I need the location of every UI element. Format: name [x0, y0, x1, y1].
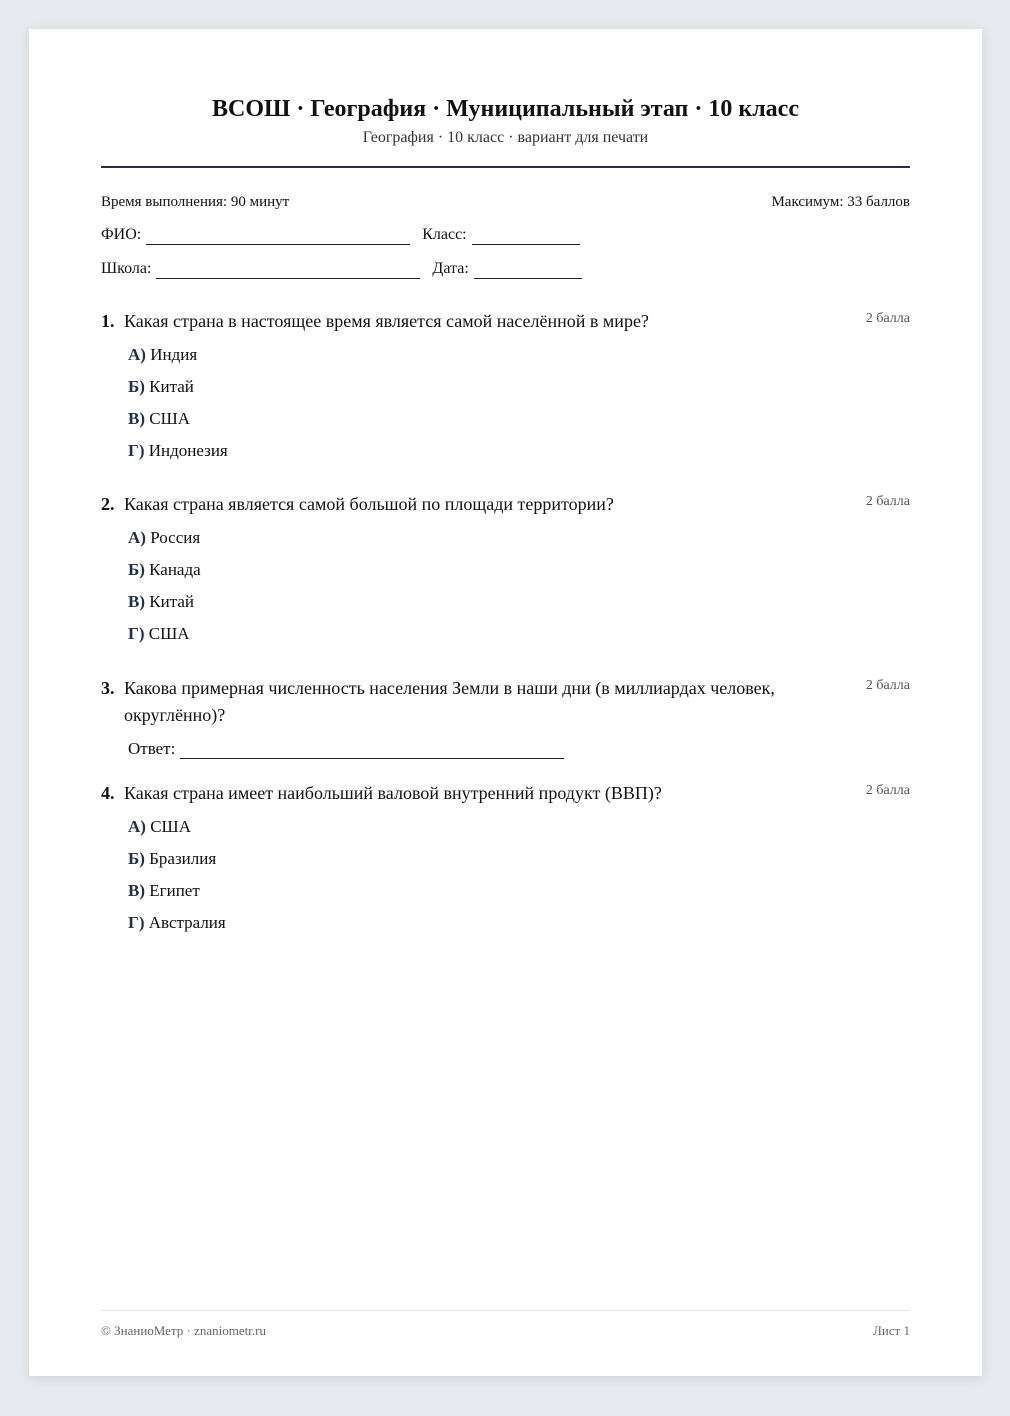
- date-field[interactable]: [474, 264, 582, 279]
- sheet-header: [101, 93, 910, 149]
- answer-row: [101, 739, 910, 759]
- option-letter: Г): [128, 624, 145, 643]
- option-a[interactable]: [128, 817, 910, 849]
- question-prompt: Какова примерная численность населения Земли в наши дни (в миллиардах человек, округлённо)?: [124, 678, 775, 725]
- option-letter: В): [128, 592, 145, 611]
- student-fields-row-2: [101, 259, 594, 279]
- question-prompt: Какая страна в настоящее время является самой населённой в мире?: [124, 311, 649, 331]
- option-text: Китай: [149, 377, 194, 396]
- option-b[interactable]: [128, 560, 910, 592]
- option-text: США: [148, 624, 190, 643]
- option-letter: Г): [128, 441, 145, 460]
- option-text: США: [149, 409, 191, 428]
- question-number: 2.: [101, 494, 115, 514]
- question-1: [101, 308, 910, 473]
- option-text: Канада: [149, 560, 201, 579]
- question-number: 4.: [101, 783, 115, 803]
- sheet-number: Лист 1: [873, 1323, 910, 1338]
- option-a[interactable]: [128, 528, 910, 560]
- option-v[interactable]: [128, 409, 910, 441]
- option-letter: А): [128, 817, 146, 836]
- option-text: Австралия: [148, 913, 226, 932]
- class-field[interactable]: [472, 230, 580, 245]
- option-text: Россия: [150, 528, 201, 547]
- question-prompt: Какая страна имеет наибольший валовой внутренний продукт (ВВП)?: [124, 783, 662, 803]
- question-points: 2 балла: [865, 494, 910, 509]
- option-a[interactable]: [128, 345, 910, 377]
- header-divider: [101, 166, 910, 168]
- option-text: Индонезия: [148, 441, 228, 460]
- question-2: [101, 491, 910, 656]
- option-g[interactable]: [128, 441, 910, 473]
- question-text: [101, 675, 910, 729]
- fio-field[interactable]: [146, 230, 410, 245]
- question-text: [101, 491, 910, 518]
- question-prompt: Какая страна является самой большой по площади территории?: [124, 494, 614, 514]
- fio-label: ФИО:: [101, 226, 142, 243]
- option-letter: Г): [128, 913, 145, 932]
- student-fields-row-1: [101, 225, 592, 245]
- option-text: Бразилия: [149, 849, 217, 868]
- option-v[interactable]: [128, 592, 910, 624]
- option-letter: В): [128, 409, 145, 428]
- option-letter: В): [128, 881, 145, 900]
- copyright-text: © ЗнаниоМетр · znaniometr.ru: [101, 1323, 266, 1338]
- question-points: 2 балла: [865, 678, 910, 693]
- option-letter: Б): [128, 849, 145, 868]
- question-number: 1.: [101, 311, 115, 331]
- page-subtitle: География · 10 класс · вариант для печати: [362, 129, 649, 146]
- option-letter: А): [128, 345, 146, 364]
- option-text: США: [150, 817, 191, 836]
- school-field[interactable]: [156, 264, 420, 279]
- class-label: Класс:: [422, 226, 467, 243]
- option-letter: А): [128, 528, 146, 547]
- option-g[interactable]: [128, 913, 910, 945]
- max-score: Максимум: 33 баллов: [771, 194, 910, 210]
- sheet-footer: [101, 1322, 910, 1340]
- answer-label: Ответ:: [128, 739, 176, 758]
- footer-divider: [101, 1310, 910, 1311]
- option-v[interactable]: [128, 881, 910, 913]
- answer-field[interactable]: [180, 744, 564, 759]
- question-points: 2 балла: [865, 783, 910, 798]
- question-4: [101, 780, 910, 945]
- option-text: Китай: [149, 592, 194, 611]
- question-3: [101, 675, 910, 759]
- school-label: Школа:: [101, 260, 152, 277]
- option-b[interactable]: [128, 849, 910, 881]
- option-letter: Б): [128, 377, 145, 396]
- option-text: Индия: [150, 345, 198, 364]
- question-points: 2 балла: [865, 311, 910, 326]
- time-limit: Время выполнения: 90 минут: [101, 194, 290, 210]
- meta-row: [101, 192, 910, 212]
- answer-options: [101, 528, 910, 656]
- page-title: ВСОШ · География · Муниципальный этап · 10 класс: [212, 96, 799, 122]
- option-b[interactable]: [128, 377, 910, 409]
- question-text: [101, 308, 910, 335]
- date-label: Дата:: [432, 260, 469, 277]
- answer-options: [101, 345, 910, 473]
- option-text: Египет: [149, 881, 200, 900]
- option-g[interactable]: [128, 624, 910, 656]
- question-text: [101, 780, 910, 807]
- answer-options: [101, 817, 910, 945]
- exam-sheet: [29, 29, 982, 1376]
- question-number: 3.: [101, 678, 115, 698]
- option-letter: Б): [128, 560, 145, 579]
